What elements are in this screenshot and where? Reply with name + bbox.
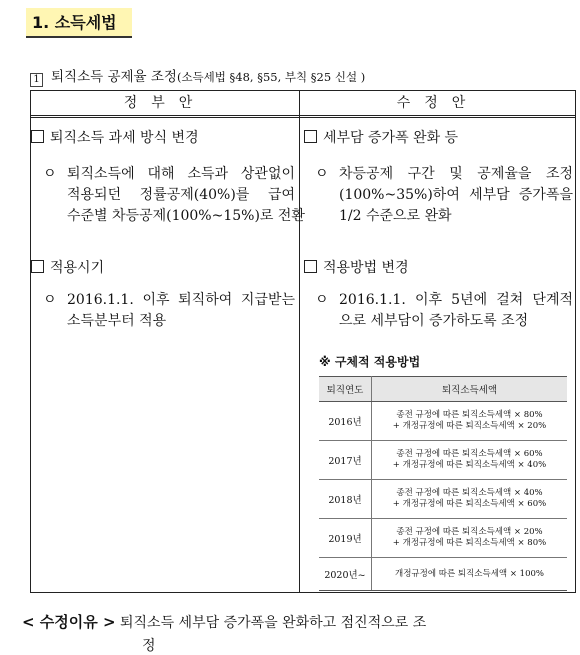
detail-header-row (319, 377, 567, 402)
table-row (319, 441, 567, 480)
detail-table (319, 376, 567, 591)
right-box-item-1-label: 세부담 증가폭 완화 등 (323, 130, 459, 146)
column-divider (299, 91, 300, 592)
table-header-row (31, 91, 575, 118)
left-bullet-2-line: 2016.1.1. 이후 퇴직하여 지급받는 (67, 292, 295, 308)
detail-header-tax: 퇴직소득세액 (372, 377, 568, 402)
detail-desc-line: 종전 규정에 따른 퇴직소득세액 × 20% (396, 527, 543, 537)
detail-desc: 개정규정에 따른 퇴직소득세액 × 100% (372, 558, 568, 591)
table-row (319, 402, 567, 441)
detail-desc-line: 종전 규정에 따른 퇴직소득세액 × 80% (396, 410, 543, 420)
bullet-mark: ㅇ (315, 292, 329, 308)
item-reference: (소득세법 §48, §55, 부칙 §25 신설 ) (176, 70, 366, 84)
table-row (319, 519, 567, 558)
detail-desc-line: + 개정규정에 따른 퇴직소득세액 × 80% (392, 538, 547, 548)
reason-text: 퇴직소득 세부담 증가폭을 완화하고 점진적으로 조 (120, 615, 427, 631)
reason-text-continuation: 정 (142, 638, 156, 654)
checkbox-square-icon (304, 130, 317, 143)
right-box-item-1 (304, 127, 458, 147)
left-box-item-1-label: 퇴직소득 과세 방식 변경 (50, 130, 199, 146)
bullet-mark: ㅇ (43, 292, 57, 308)
table-row (319, 480, 567, 519)
header-government-proposal: 정부안 (123, 95, 207, 111)
right-box-item-2 (304, 257, 409, 277)
item-number-box: 1 (30, 73, 43, 87)
bullet-mark: ㅇ (315, 166, 329, 182)
right-bullet-1-line: 차등공제 구간 및 공제율을 조정 (339, 166, 573, 182)
left-bullet-1-line: 수준별 차등공제(100%~15%)로 전환 (67, 208, 305, 224)
checkbox-square-icon (304, 260, 317, 273)
reason-label: < 수정이유 > (22, 613, 116, 631)
section-title: 1. 소득세법 (26, 8, 132, 38)
left-bullet-1-line: 퇴직소득에 대해 소득과 상관없이 (67, 166, 295, 182)
right-bullet-2-line: 2016.1.1. 이후 5년에 걸쳐 단계적 (339, 292, 573, 308)
right-bullet-2-line: 으로 세부담이 증가하도록 조정 (339, 313, 529, 329)
detail-desc-line: + 개정규정에 따른 퇴직소득세액 × 60% (392, 499, 547, 509)
detail-desc-line: + 개정규정에 따른 퇴직소득세액 × 20% (392, 421, 547, 431)
detail-desc (372, 480, 568, 519)
checkbox-square-icon (31, 260, 44, 273)
amendment-reason (22, 611, 426, 632)
right-bullet-1-line: 1/2 수준으로 완화 (339, 208, 452, 224)
table-row (319, 558, 567, 591)
left-box-item-2 (31, 257, 104, 277)
bullet-mark: ㅇ (43, 166, 57, 182)
detail-header-year: 퇴직연도 (319, 377, 372, 402)
detail-desc-line: 종전 규정에 따른 퇴직소득세액 × 60% (396, 449, 543, 459)
detail-title: ※ 구체적 적용방법 (319, 355, 421, 369)
detail-desc (372, 402, 568, 441)
item-heading (30, 65, 365, 87)
detail-desc-line: 종전 규정에 따른 퇴직소득세액 × 40% (396, 488, 543, 498)
right-bullet-1-line: (100%~35%)하여 세부담 증가폭을 (339, 187, 573, 203)
header-amendment: 수정안 (396, 95, 480, 111)
checkbox-square-icon (31, 130, 44, 143)
detail-desc-line: + 개정규정에 따른 퇴직소득세액 × 40% (392, 460, 547, 470)
detail-desc (372, 441, 568, 480)
detail-year: 2017년 (319, 441, 372, 480)
detail-year: 2019년 (319, 519, 372, 558)
right-box-item-2-label: 적용방법 변경 (323, 260, 409, 276)
detail-year: 2016년 (319, 402, 372, 441)
left-box-item-2-label: 적용시기 (50, 260, 105, 276)
detail-year: 2018년 (319, 480, 372, 519)
detail-desc (372, 519, 568, 558)
left-bullet-1-line: 적용되던 정률공제(40%)를 급여 (67, 187, 295, 203)
left-bullet-2-line: 소득분부터 적용 (67, 313, 167, 329)
item-title: 퇴직소득 공제율 조정 (51, 69, 177, 85)
detail-year: 2020년~ (319, 558, 372, 591)
left-box-item-1 (31, 127, 199, 147)
comparison-table (30, 90, 576, 593)
